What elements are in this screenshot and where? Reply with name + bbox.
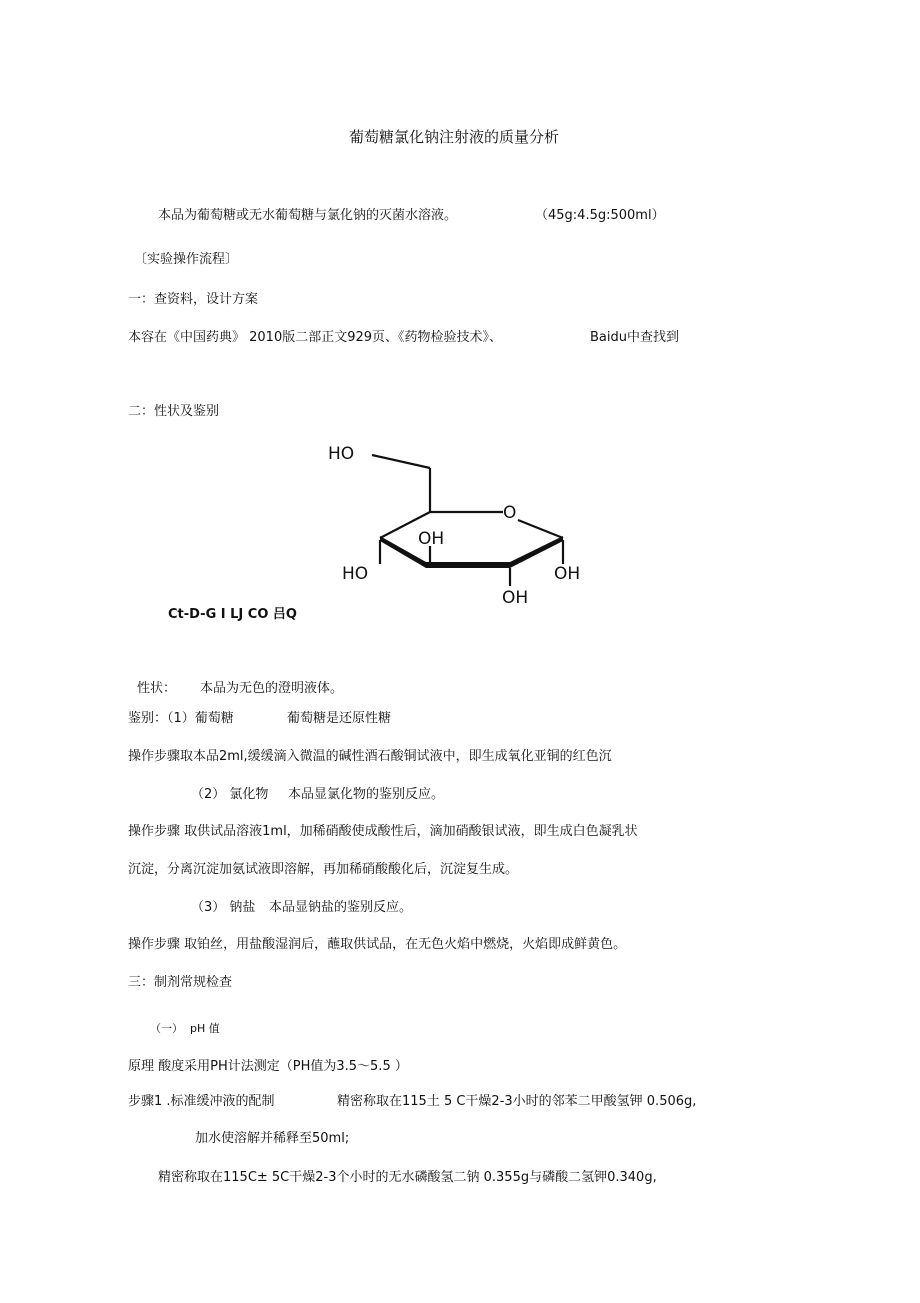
item-2-label: （2） 氯化物 <box>191 787 269 802</box>
subsection-1-label: pH 值 <box>190 1022 220 1035</box>
page-title: 葡萄糖氯化钠注射液的质量分析 <box>349 128 560 146</box>
section-2-heading: 二：性状及鉴别 <box>128 404 220 419</box>
item-2-text: 本品显氯化物的鉴别反应。 <box>288 787 445 802</box>
section-header: 〔实验操作流程〕 <box>134 252 239 267</box>
item-3-label: （3） 钠盐 <box>191 900 256 915</box>
appearance-text: 本品为无色的澄明液体。 <box>200 681 344 696</box>
intro-text: 本品为葡萄糖或无水葡萄糖与氯化钠的灭菌水溶液。 <box>158 208 458 223</box>
structure-caption: Ct-D-G I LJ CO 吕Q <box>168 607 297 622</box>
section-3-heading: 三：制剂常规检查 <box>128 975 233 990</box>
section-1-text-baidu: Baidu中查找到 <box>590 330 679 345</box>
identification-note: 葡萄糖是还原性糖 <box>287 711 392 726</box>
label-oh-right: OH <box>554 564 581 584</box>
step-1-text: 精密称取在115土 5 C干燥2-3小时的邻苯二甲酸氢钾 0.506g, <box>337 1094 697 1109</box>
intro-ratio: （45g:4.5g:500ml） <box>535 208 665 223</box>
step-1-dilute: 加水使溶解并稀释至50ml; <box>195 1131 350 1146</box>
bond-c3-c2-bold <box>426 562 510 568</box>
glucose-structure-diagram <box>320 436 610 606</box>
label-ring-o: O <box>503 503 517 523</box>
principle-text: 原理 酸度采用PH计法测定（PH值为3.5～5.5 ） <box>128 1059 408 1074</box>
item-3-text: 本品显钠盐的鉴别反应。 <box>269 900 413 915</box>
bond-o-c1 <box>518 520 563 538</box>
label-oh-bottom: OH <box>502 588 529 606</box>
label-ho-left: HO <box>342 564 369 584</box>
subsection-1-number: （一） <box>150 1022 183 1035</box>
section-1-heading: 一：查资料，设计方案 <box>128 292 259 307</box>
step-1-label: 步骤1 .标准缓冲液的配制 <box>128 1094 275 1109</box>
section-1-text: 本容在《中国药典》 2010版二部正文929页、《药物检验技术》、 <box>128 330 503 345</box>
identification-step-2-line-1: 操作步骤 取供试品溶液1ml，加稀硝酸使成酸性后，滴加硝酸银试液，即生成白色凝乳状 <box>128 824 638 839</box>
label-ho-top: HO <box>328 444 355 464</box>
label-oh-mid: OH <box>418 529 445 549</box>
identification-step-3: 操作步骤 取铂丝，用盐酸湿润后，蘸取供试品，在无色火焰中燃烧，火焰即成鲜黄色。 <box>128 937 627 952</box>
identification-step-2-line-2: 沉淀，分离沉淀加氨试液即溶解，再加稀硝酸酸化后，沉淀复生成。 <box>128 862 519 877</box>
step-1-second-weighing: 精密称取在115C± 5C干燥2-3个小时的无水磷酸氢二钠 0.355g与磷酸二氢钾0.340g, <box>158 1170 657 1185</box>
bond-ch2oh <box>372 455 430 468</box>
appearance-label: 性状： <box>137 681 177 696</box>
identification-label: 鉴别：（1）葡萄糖 <box>128 711 234 726</box>
identification-step-1: 操作步骤取本品2ml,缓缓滴入微温的碱性酒石酸铜试液中，即生成氧化亚铜的红色沉 <box>128 749 612 764</box>
